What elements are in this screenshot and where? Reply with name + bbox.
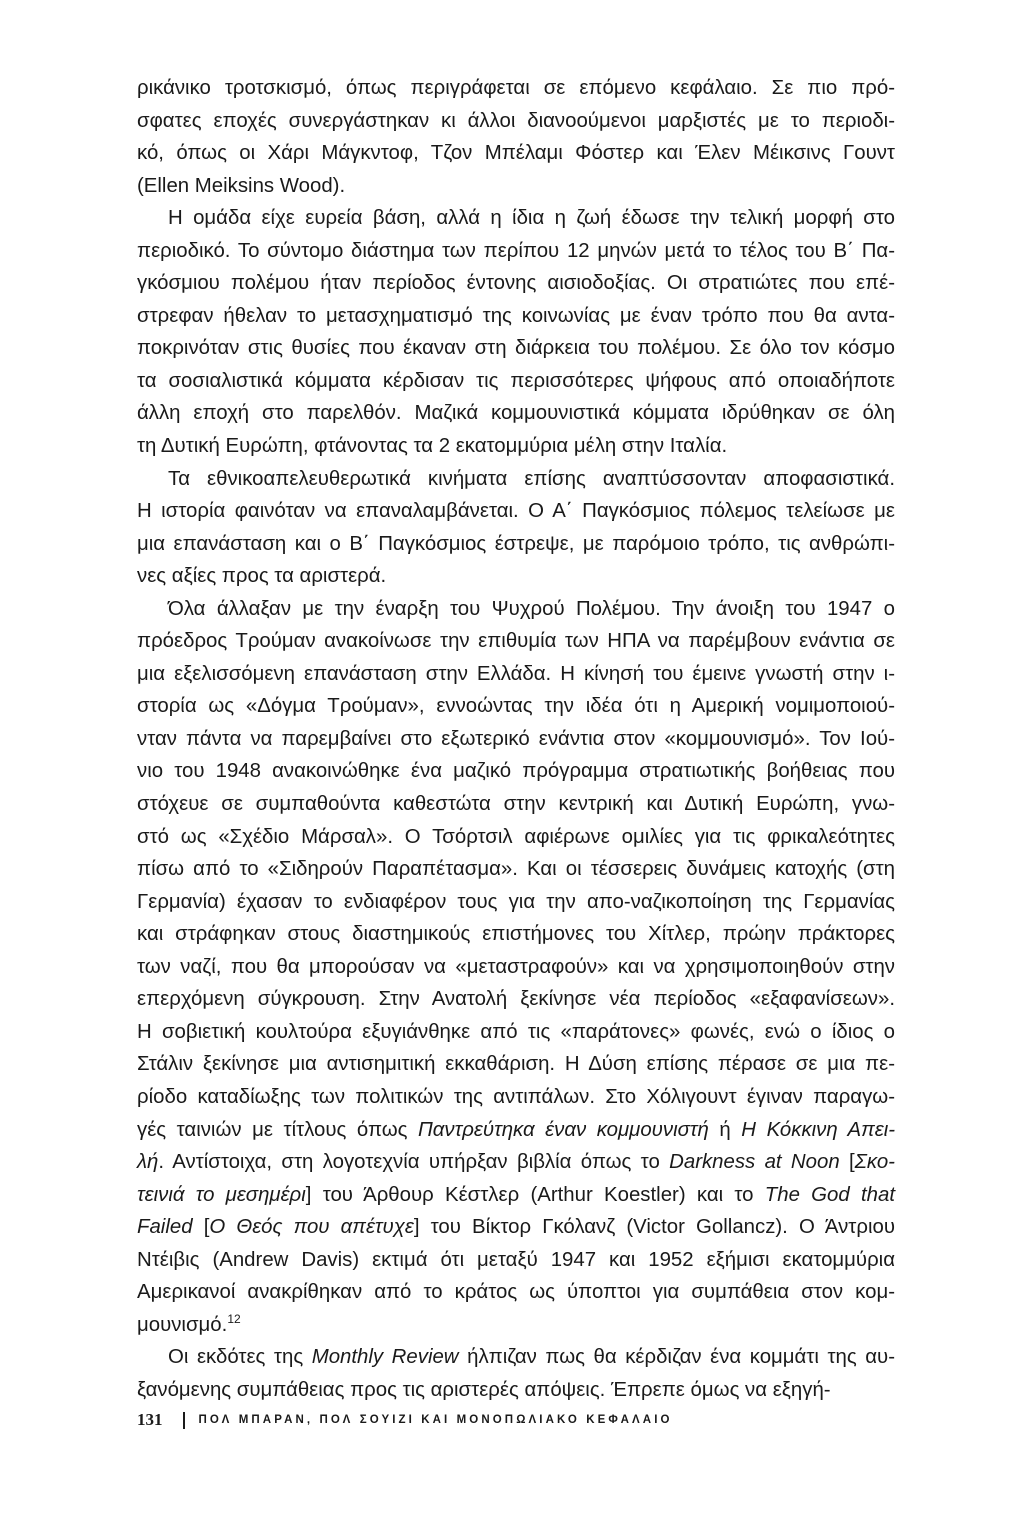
text-run: επερχόμενη σύγκρουση. Στην Ανατολή ξεκίνησε νέα περίοδος «εξαφανίσεων». xyxy=(137,988,895,1011)
paragraph xyxy=(137,202,895,462)
text-run: ρικάνικο τροτσκισμό, όπως περιγράφεται σε επόμενο κεφάλαιο. Σε πιο πρό- xyxy=(137,77,895,99)
text-line xyxy=(137,658,895,691)
text-line xyxy=(137,137,895,170)
text-line xyxy=(137,1146,895,1179)
text-run: Η σοβιετική κουλτούρα εξυγιάνθηκε από τις «παράτονες» φωνές, ενώ ο ίδιος ο xyxy=(137,1020,895,1043)
text-line xyxy=(137,1276,895,1309)
text-run: ή xyxy=(708,1118,742,1141)
text-run: Γερμανία) έχασαν το ενδιαφέρον τους για την απο-ναζικοποίηση της Γερμανίας xyxy=(137,890,895,913)
text-line xyxy=(137,853,895,886)
text-run: άλλη εποχή στο παρελθόν. Μαζικά κομμουνιστικά κόμματα ιδρύθηκαν σε όλη xyxy=(137,402,895,425)
italic-title: Monthly Review xyxy=(311,1346,459,1369)
text-run: μια επανάσταση και ο Β΄ Παγκόσμιος έστρεψε, με παρόμοιο τρόπο, τις ανθρώπι- xyxy=(137,532,895,555)
paragraph xyxy=(137,463,895,593)
paragraph xyxy=(137,72,895,202)
text-run: τη Δυτική Ευρώπη, φτάνοντας τα 2 εκατομμύρια μέλη στην Ιταλία. xyxy=(137,435,728,458)
text-run: Τα εθνικοαπελευθερωτικά κινήματα επίσης αναπτύσσονταν αποφασιστικά. xyxy=(168,467,895,490)
text-line xyxy=(137,1244,895,1277)
text-run: ποκρινόταν στις θυσίες που έκαναν στη διάρκεια του πολέμου. Σε όλο τον κόσμο xyxy=(137,337,895,360)
text-run: κό, όπως οι Χάρι Μάγκντοφ, Τζον Μπέλαμι Φόστερ και Έλεν Μέικσινς Γουντ xyxy=(137,142,895,165)
text-line xyxy=(137,170,895,203)
running-title: ΠΟΛ ΜΠΑΡΑΝ, ΠΟΛ ΣΟΥΙΖΙ ΚΑΙ ΜΟΝΟΠΩΛΙΑΚΟ ΚΕΦΑΛΑΙΟ xyxy=(198,1414,673,1426)
italic-title: Παντρεύτηκα έναν κομμουνιστή xyxy=(418,1118,709,1141)
text-run: στορία ως «Δόγμα Τρούμαν», εννοώντας την ιδέα ότι η Αμερική νομιμοποιού- xyxy=(137,695,895,718)
text-run: γκόσμιου πολέμου ήταν περίοδος έντονης αισιοδοξίας. Οι στρατιώτες που επέ- xyxy=(137,272,895,295)
text-line xyxy=(137,1016,895,1049)
text-line xyxy=(137,72,895,105)
text-line xyxy=(137,463,895,496)
text-run: Όλα άλλαξαν με την έναρξη του Ψυχρού Πολέμου. Την άνοιξη του 1947 ο xyxy=(168,597,895,620)
paragraph xyxy=(137,1341,895,1406)
text-run: πίσω από το «Σιδηρούν Παραπέτασμα». Και οι τέσσερεις δυνάμεις κατοχής (στη xyxy=(137,858,895,881)
text-run: πρόεδρος Τρούμαν ανακοίνωσε την επιθυμία των ΗΠΑ να παρέμβουν ενάντια σε xyxy=(137,630,895,653)
italic-title: The God that xyxy=(764,1183,895,1206)
italic-title: λή xyxy=(137,1151,159,1174)
text-run: Αμερικανοί ανακρίθηκαν από το κράτος ως ύποπτοι για συμπάθεια στον κομ- xyxy=(137,1281,895,1304)
text-run: (Ellen Meiksins Wood). xyxy=(137,174,346,197)
text-line xyxy=(137,105,895,138)
text-run: σφατες εποχές συνεργάστηκαν κι άλλοι διανοούμενοι μαρξιστές με το περιοδι- xyxy=(137,109,895,132)
text-line xyxy=(137,918,895,951)
text-run: νιο του 1948 ανακοινώθηκε ένα μαζικό πρόγραμμα στρατιωτικής βοήθειας που xyxy=(137,760,895,783)
text-run: ρίοδο καταδίωξης των πολιτικών της αντιπάλων. Στο Χόλιγουντ έγιναν παραγω- xyxy=(137,1085,895,1108)
italic-title: Failed xyxy=(137,1216,193,1239)
text-line xyxy=(137,365,895,398)
text-line xyxy=(137,723,895,756)
text-line xyxy=(137,397,895,430)
text-run: νταν πάντα να παρεμβαίνει στο εξωτερικό ενάντια στον «κομμουνισμό». Τον Ιού- xyxy=(137,727,895,750)
text-line xyxy=(137,1048,895,1081)
text-run: ] του Βίκτορ Γκόλανζ (Victor Gollancz). Ο Άντριου xyxy=(413,1216,895,1239)
text-line xyxy=(137,267,895,300)
text-run: τα σοσιαλιστικά κόμματα κέρδισαν τις περισσότερες ψήφους από οποιαδήποτε xyxy=(137,369,895,392)
text-run: των ναζί, που θα μπορούσαν να «μεταστραφούν» και να χρησιμοποιηθούν στην xyxy=(137,955,895,978)
text-run: Η ομάδα είχε ευρεία βάση, αλλά η ίδια η ζωή έδωσε την τελική μορφή στο xyxy=(168,207,895,230)
footnote-ref: 12 xyxy=(227,1311,241,1326)
text-line xyxy=(137,430,895,463)
text-line xyxy=(137,1114,895,1147)
text-line xyxy=(137,886,895,919)
text-run: στόχευε σε συμπαθούντα καθεστώτα στην κεντρική και Δυτική Ευρώπη, γνω- xyxy=(137,793,895,816)
text-line xyxy=(137,560,895,593)
text-run: ήλπιζαν πως θα κέρδιζαν ένα κομμάτι της αυ- xyxy=(458,1346,896,1369)
text-line xyxy=(137,528,895,561)
text-line xyxy=(137,593,895,626)
text-line xyxy=(137,951,895,984)
text-run: Οι εκδότες της xyxy=(168,1346,312,1369)
text-run: [ xyxy=(192,1216,210,1239)
footer-divider xyxy=(183,1412,185,1429)
text-line xyxy=(137,625,895,658)
text-line xyxy=(137,202,895,235)
text-line xyxy=(137,1179,895,1212)
text-run: ] του Άρθουρ Κέστλερ (Arthur Koestler) και το xyxy=(305,1183,765,1206)
page-footer xyxy=(137,1408,673,1432)
text-run: μια εξελισσόμενη επανάσταση στην Ελλάδα. Η κίνησή του έμεινε γνωστή στην ι- xyxy=(137,662,895,685)
text-line xyxy=(137,332,895,365)
text-run: περιοδικό. Το σύντομο διάστημα των περίπου 12 μηνών μετά το τέλος του Β΄ Πα- xyxy=(137,239,895,262)
body-text xyxy=(137,72,895,1406)
text-line xyxy=(137,495,895,528)
italic-title: Darkness at Noon xyxy=(669,1151,840,1174)
text-line xyxy=(137,1341,895,1374)
text-run: στό ως «Σχέδιο Μάρσαλ». Ο Τσόρτσιλ αφιέρωνε ομιλίες για τις φρικαλεότητες xyxy=(137,825,895,848)
text-run: [ xyxy=(839,1151,855,1174)
text-run: γές ταινιών με τίτλους όπως xyxy=(137,1118,419,1141)
text-run: Στάλιν ξεκίνησε μια αντισημιτική εκκαθάριση. Η Δύση επίσης πέρασε σε μια πε- xyxy=(137,1053,895,1076)
text-run: . Αντίστοιχα, στη λογοτεχνία υπήρξαν βιβλία όπως το xyxy=(158,1151,670,1174)
text-line xyxy=(137,1374,895,1407)
text-line xyxy=(137,235,895,268)
text-line xyxy=(137,755,895,788)
paragraph xyxy=(137,593,895,1342)
text-run: ξανόμενης συμπάθειας προς τις αριστερές απόψεις. Έπρεπε όμως να εξηγή- xyxy=(137,1378,831,1401)
italic-title: Η Κόκκινη Απει- xyxy=(741,1118,896,1141)
text-line xyxy=(137,788,895,821)
text-line xyxy=(137,1211,895,1244)
text-run: στρεφαν ήθελαν το μετασχηματισμό της κοινωνίας με έναν τρόπο που θα αντα- xyxy=(137,304,895,327)
italic-title: τεινιά το μεσημέρι xyxy=(137,1183,306,1206)
text-run: και στράφηκαν στους διαστημικούς επιστήμονες του Χίτλερ, πρώην πράκτορες xyxy=(137,923,895,946)
text-line xyxy=(137,300,895,333)
text-run: νες αξίες προς τα αριστερά. xyxy=(137,565,387,588)
text-run: μουνισμό. xyxy=(137,1313,228,1336)
text-line xyxy=(137,983,895,1016)
text-line xyxy=(137,690,895,723)
italic-title: Σκο- xyxy=(854,1151,895,1174)
text-line xyxy=(137,1309,895,1342)
text-line xyxy=(137,821,895,854)
page-number: 131 xyxy=(137,1410,163,1429)
text-run: Η ιστορία φαινόταν να επαναλαμβάνεται. Ο Α΄ Παγκόσμιος πόλεμος τελείωσε με xyxy=(137,500,895,523)
italic-title: Ο Θεός που απέτυχε xyxy=(209,1216,414,1239)
text-run: Ντέιβις (Andrew Davis) εκτιμά ότι μεταξύ 1947 και 1952 εξήμισι εκατομμύρια xyxy=(137,1248,895,1271)
text-line xyxy=(137,1081,895,1114)
